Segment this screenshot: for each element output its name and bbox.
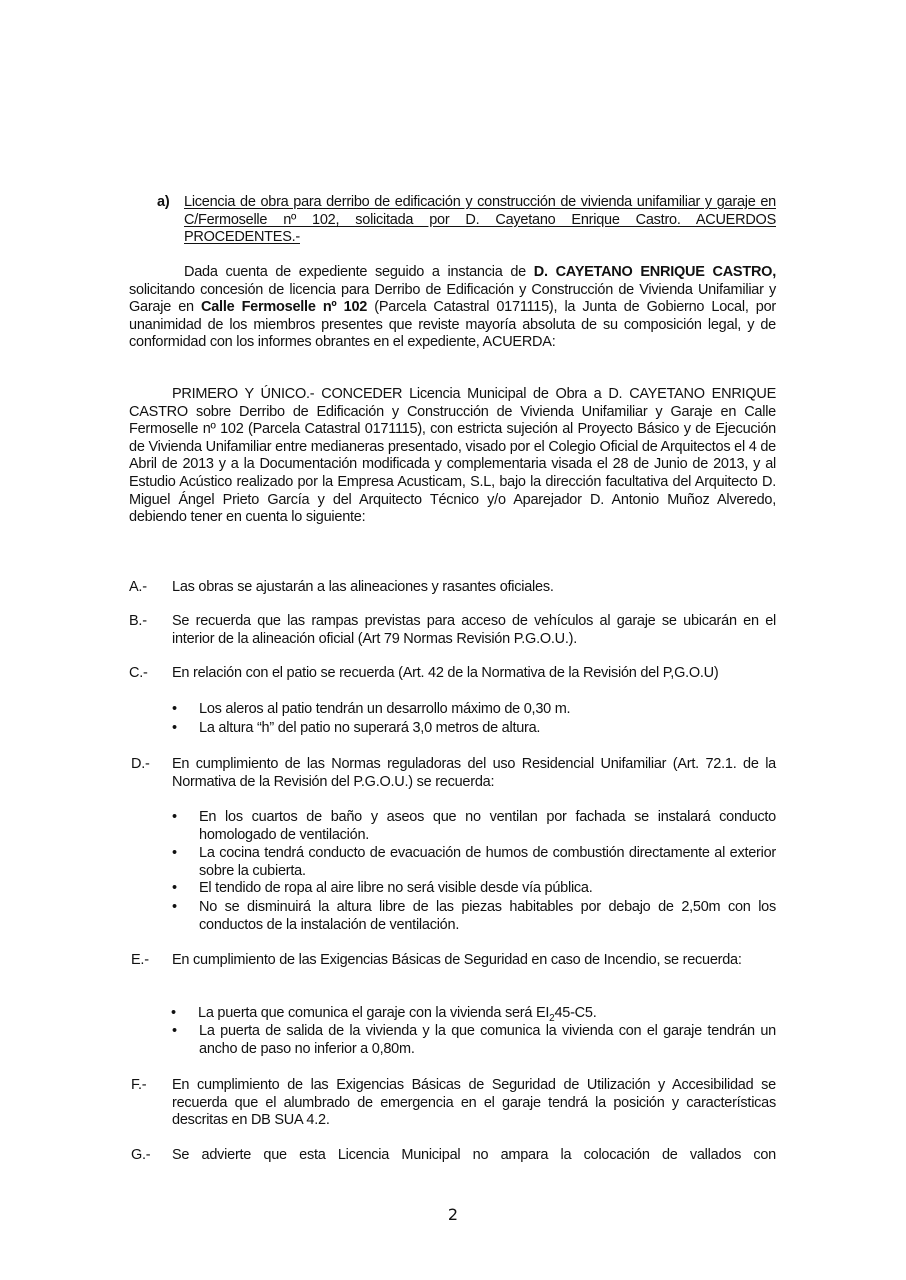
item-text: En cumplimiento de las Exigencias Básicas de Seguridad en caso de Incendio, se recuerda:	[172, 952, 742, 968]
item-label: F.-	[131, 1077, 147, 1093]
bullet-item	[172, 701, 776, 719]
bullet-text: No se disminuirá la altura libre de las piezas habitables por debajo de 2,50m con los conductos de la instalación de ventilación.	[199, 899, 776, 933]
bullet-text: La altura “h” del patio no superará 3,0 metros de altura.	[199, 720, 541, 736]
item-label: G.-	[131, 1147, 151, 1163]
bullet-item	[172, 1023, 776, 1058]
subscript: 2	[549, 1012, 555, 1024]
paragraph-dada-cuenta	[129, 264, 776, 352]
bullet-item	[172, 899, 776, 934]
bullet-item	[172, 720, 776, 738]
item-text: En cumplimiento de las Exigencias Básicas de Seguridad de Utilización y Accesibilidad se recuerda que el alumbrado de emergencia en el garaje tendrá la posición y características descritas en DB SUA 4.2.	[172, 1077, 776, 1129]
text: Dada cuenta de expediente seguido a instancia de	[184, 264, 534, 280]
item-label: E.-	[131, 952, 149, 968]
bullet-item	[172, 880, 776, 898]
text: La puerta que comunica el garaje con la vivienda será EI	[198, 1005, 550, 1021]
item-text: En cumplimiento de las Normas reguladoras del uso Residencial Unifamiliar (Art. 72.1. de la Normativa de la Revisión del P.G.O.U.) se recuerda:	[172, 756, 776, 790]
item-a	[129, 579, 776, 597]
item-d	[129, 756, 776, 791]
address: Calle Fermoselle nº 102	[201, 299, 368, 316]
bullet-icon: •	[172, 720, 177, 736]
bullet-item	[172, 845, 776, 880]
bullet-item	[172, 809, 776, 844]
bullet-icon: •	[171, 1005, 176, 1021]
section-heading	[129, 194, 776, 247]
bullet-icon: •	[172, 809, 177, 825]
item-label: A.-	[129, 579, 147, 595]
bullet-text: Los aleros al patio tendrán un desarrollo máximo de 0,30 m.	[199, 701, 571, 717]
page-number: 2	[447, 1205, 459, 1224]
bullet-text: En los cuartos de baño y aseos que no ventilan por fachada se instalará conducto homologado de ventilación.	[199, 809, 776, 843]
item-e	[129, 952, 776, 970]
text: 45-C5.	[554, 1005, 597, 1021]
bullet-icon: •	[172, 701, 177, 717]
heading-label: a)	[157, 194, 170, 210]
item-label: C.-	[129, 665, 148, 681]
text: solicitando concesión de licencia para Derribo de Edificación y Construcción de Vivienda Unifamiliar y Garaje en	[129, 281, 776, 316]
bullet-text: El tendido de ropa al aire libre no será visible desde vía pública.	[199, 880, 593, 896]
item-g	[129, 1147, 776, 1165]
item-label: D.-	[131, 756, 150, 772]
text: (Parcela Catastral 0171115), la Junta de Gobierno Local, por unanimidad de los miembros presentes que reviste mayoría absoluta de su composición legal, y de conformidad con los informes obrantes en el expediente, ACUERDA:	[129, 299, 776, 351]
bullet-icon: •	[172, 845, 177, 861]
bullet-text: La cocina tendrá conducto de evacuación de humos de combustión directamente al exterior sobre la cubierta.	[199, 845, 776, 879]
item-text: Se recuerda que las rampas previstas para acceso de vehículos al garaje se ubicarán en el interior de la alineación oficial (Art 79 Normas Revisión P.G.O.U.).	[172, 613, 776, 647]
paragraph-primero: PRIMERO Y ÚNICO.- CONCEDER Licencia Municipal de Obra a D. CAYETANO ENRIQUE CASTRO sobre Derribo de Edificación y Construcción de Vivienda Unifamiliar y Garaje en Calle Fermoselle nº 102 (Parcela Catastral 0171115), con estricta sujeción al Proyecto Básico y de Ejecución de Vivienda Unifamiliar entre medianeras presentado, visado por el Colegio Oficial de Arquitectos el 4 de Abril de 2013 y a la Documentación modificada y complementaria visada el 28 de Junio de 2013, y al Estudio Acústico realizado por la Empresa Acusticam, S.L, bajo la dirección facultativa del Arquitecto D. Miguel Ángel Prieto García y del Arquitecto Técnico y/o Aparejador D. Antonio Muñoz Alveredo, debiendo tener en cuenta lo siguiente:	[129, 386, 776, 526]
item-text: Se advierte que esta Licencia Municipal no ampara la colocación de vallados con	[172, 1147, 776, 1163]
item-f	[129, 1077, 776, 1130]
bullet-icon: •	[172, 1023, 177, 1039]
item-c	[129, 665, 776, 683]
item-text: En relación con el patio se recuerda (Art. 42 de la Normativa de la Revisión del P,G.O.U)	[172, 665, 719, 681]
item-b	[129, 613, 776, 648]
bullet-icon: •	[172, 880, 177, 896]
heading-text: Licencia de obra para derribo de edificación y construcción de vivienda unifamiliar y garaje en C/Fermoselle nº 102, solicitada por D. Cayetano Enrique Castro. ACUERDOS PROCEDENTES.-	[184, 194, 776, 246]
bullet-text: La puerta de salida de la vivienda y la que comunica la vivienda con el garaje tendrán un ancho de paso no inferior a 0,80m.	[199, 1023, 776, 1057]
item-text: Las obras se ajustarán a las alineaciones y rasantes oficiales.	[172, 579, 554, 595]
applicant-name: D. CAYETANO ENRIQUE CASTRO,	[533, 264, 776, 280]
item-label: B.-	[129, 613, 147, 629]
bullet-icon: •	[172, 899, 177, 915]
